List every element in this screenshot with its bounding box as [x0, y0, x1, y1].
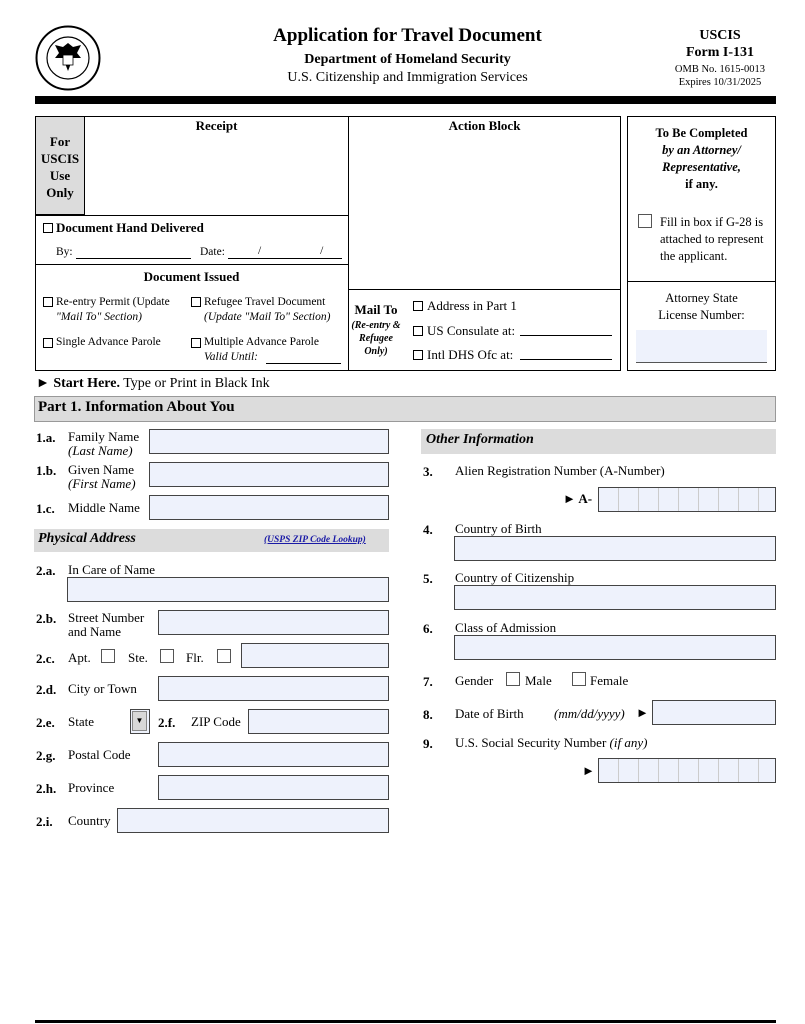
zip-label: ZIP Code [191, 714, 241, 729]
us-consulate-checkbox[interactable] [413, 326, 423, 336]
item-2a-number: 2.a. [36, 563, 56, 578]
province-input[interactable] [158, 775, 389, 800]
reentry-permit-checkbox[interactable] [43, 297, 53, 307]
apt-label: Apt. [68, 650, 91, 665]
item-2d-number: 2.d. [36, 682, 57, 697]
item-2b-number: 2.b. [36, 611, 57, 626]
other-info-title: Other Information [426, 432, 534, 447]
doc-issued-label: Document Issued [143, 269, 240, 284]
intl-dhs-line [520, 359, 612, 360]
date-slashes: / / [258, 245, 352, 257]
form-number: Form I-131 [685, 45, 755, 60]
family-name-label: Family Name (Last Name) [68, 429, 140, 458]
city-input[interactable] [158, 676, 389, 701]
item-6-number: 6. [423, 621, 433, 636]
given-name-label: Given Name (First Name) [68, 462, 136, 491]
item-2f-number: 2.f. [158, 715, 176, 730]
action-block-label: Action Block [448, 118, 521, 133]
ssn-input[interactable] [598, 758, 776, 783]
item-8-number: 8. [423, 707, 433, 722]
dob-format-label: (mm/dd/yyyy) [554, 706, 625, 721]
class-of-admission-input[interactable] [454, 635, 776, 660]
form-title: Application for Travel Document [273, 25, 542, 46]
mail-to-sublabel: (Re-entry & Refugee Only) [351, 320, 401, 357]
a-number-label: Alien Registration Number (A-Number) [455, 463, 665, 478]
footer-rule [35, 1020, 776, 1023]
by-line [76, 258, 191, 259]
divider [35, 215, 348, 216]
item-7-number: 7. [423, 674, 433, 689]
given-name-input[interactable] [149, 462, 389, 487]
by-label: By: [56, 246, 73, 258]
single-advance-parole-checkbox[interactable] [43, 338, 53, 348]
reentry-permit-label: Re-entry Permit (Update "Mail To" Section) [56, 296, 170, 323]
male-checkbox[interactable] [506, 672, 520, 686]
middle-name-input[interactable] [149, 495, 389, 520]
usps-zip-lookup-link[interactable]: (USPS ZIP Code Lookup) [264, 535, 366, 545]
start-here-line: ► Start Here. Type or Print in Black Ink [36, 376, 270, 391]
country-of-citizenship-label: Country of Citizenship [455, 570, 575, 585]
expiration-date: Expires 10/31/2025 [678, 77, 762, 88]
family-name-input[interactable] [149, 429, 389, 454]
item-5-number: 5. [423, 571, 433, 586]
apt-checkbox[interactable] [101, 649, 115, 663]
divider [35, 264, 348, 265]
dob-label: Date of Birth [455, 706, 524, 721]
address-in-part1-checkbox[interactable] [413, 301, 423, 311]
refugee-travel-doc-label: Refugee Travel Document (Update "Mail To" Section) [204, 296, 331, 323]
country-input[interactable] [117, 808, 389, 833]
city-label: City or Town [68, 681, 137, 696]
state-label: State [68, 714, 94, 729]
country-of-birth-input[interactable] [454, 536, 776, 561]
female-checkbox[interactable] [572, 672, 586, 686]
item-2h-number: 2.h. [36, 781, 57, 796]
country-of-citizenship-input[interactable] [454, 585, 776, 610]
gender-label: Gender [455, 673, 494, 688]
class-of-admission-label: Class of Admission [455, 620, 557, 635]
intl-dhs-label: Intl DHS Ofc at: [427, 347, 514, 362]
zip-input[interactable] [248, 709, 389, 734]
address-in-part1-label: Address in Part 1 [427, 298, 517, 313]
g28-label: Fill in box if G-28 is attached to represent the applicant. [660, 215, 764, 263]
female-label: Female [590, 673, 629, 688]
arrow-right-icon: ► [36, 376, 50, 391]
apt-number-input[interactable] [241, 643, 389, 668]
license-number-input[interactable] [636, 330, 767, 363]
mail-to-label: Mail To [354, 302, 398, 317]
license-label: Attorney State License Number: [658, 291, 745, 322]
header-rule [35, 96, 776, 104]
valid-until-label: Valid Until: [204, 351, 258, 363]
item-1c-number: 1.c. [36, 501, 55, 516]
a-number-prefix: ► A- [563, 491, 593, 506]
date-label: Date: [200, 246, 225, 258]
item-9-number: 9. [423, 736, 433, 751]
item-3-number: 3. [423, 464, 433, 479]
single-advance-parole-label: Single Advance Parole [56, 336, 161, 348]
street-input[interactable] [158, 610, 389, 635]
agency-name: U.S. Citizenship and Immigration Services [287, 70, 528, 85]
date-line [228, 258, 342, 259]
doc-hand-delivered-label: Document Hand Delivered [56, 220, 204, 235]
ssn-label: U.S. Social Security Number (if any) [455, 735, 648, 750]
intl-dhs-checkbox[interactable] [413, 350, 423, 360]
physical-address-title: Physical Address [38, 531, 136, 546]
for-uscis-use-label: For USCIS Use Only [40, 134, 80, 200]
multiple-advance-parole-label: Multiple Advance Parole [204, 336, 319, 348]
item-2g-number: 2.g. [36, 748, 56, 763]
uscis-label: USCIS [699, 28, 741, 43]
flr-label: Flr. [186, 650, 204, 665]
country-label: Country [68, 813, 111, 828]
dob-input[interactable] [652, 700, 776, 725]
us-consulate-line [520, 335, 612, 336]
office-use-box [35, 116, 621, 371]
in-care-of-label: In Care of Name [68, 562, 155, 577]
flr-checkbox[interactable] [217, 649, 231, 663]
arrow-right-icon: ► [563, 491, 576, 506]
postal-code-input[interactable] [158, 742, 389, 767]
chevron-down-icon[interactable]: ▼ [132, 711, 147, 731]
item-1b-number: 1.b. [36, 463, 57, 478]
item-4-number: 4. [423, 522, 433, 537]
us-consulate-label: US Consulate at: [427, 323, 516, 338]
street-label: Street Number and Name [68, 610, 145, 639]
omb-number: OMB No. 1615-0013 [674, 64, 766, 75]
male-label: Male [525, 673, 552, 688]
item-2e-number: 2.e. [36, 715, 55, 730]
item-2c-number: 2.c. [36, 651, 55, 666]
arrow-right-icon: ► [582, 763, 595, 778]
divider [348, 289, 621, 290]
item-1a-number: 1.a. [36, 430, 56, 445]
valid-until-line [266, 363, 341, 364]
g28-checkbox[interactable] [638, 214, 652, 228]
ste-label: Ste. [128, 650, 148, 665]
dhs-seal [35, 25, 101, 91]
ste-checkbox[interactable] [160, 649, 174, 663]
a-number-input[interactable] [598, 487, 776, 512]
department-name: Department of Homeland Security [304, 52, 511, 67]
item-2i-number: 2.i. [36, 814, 53, 829]
multiple-advance-parole-checkbox[interactable] [191, 338, 201, 348]
receipt-label: Receipt [195, 118, 238, 133]
province-label: Province [68, 780, 115, 795]
refugee-travel-doc-checkbox[interactable] [191, 297, 201, 307]
attorney-title: To Be Completed by an Attorney/ Representative, if any. [655, 126, 748, 191]
country-of-birth-label: Country of Birth [455, 521, 542, 536]
in-care-of-input[interactable] [67, 577, 389, 602]
divider [627, 281, 776, 282]
part1-title: Part 1. Information About You [38, 399, 235, 415]
arrow-right-icon: ► [636, 705, 649, 720]
middle-name-label: Middle Name [68, 500, 140, 515]
doc-hand-delivered-checkbox[interactable] [43, 223, 53, 233]
postal-code-label: Postal Code [68, 747, 131, 762]
